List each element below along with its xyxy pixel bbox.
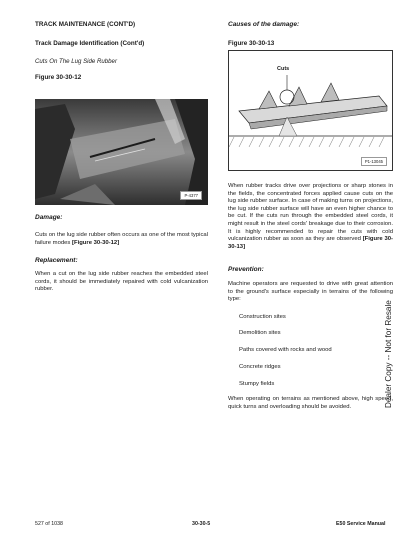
figure-label-30-30-12: Figure 30-30-12: [35, 74, 82, 81]
terrain-item: Stumpy fields: [239, 381, 275, 387]
causes-figure-ref: [Figure 30-30-13]: [228, 236, 394, 250]
replacement-heading: Replacement:: [35, 257, 78, 264]
damage-paragraph: [35, 232, 208, 247]
section-heading: TRACK MAINTENANCE (CONT'D): [35, 21, 136, 28]
footer-manual-title: E50 Service Manual: [336, 521, 386, 527]
track-photo-figure: [35, 99, 208, 205]
terrain-item: Paths covered with rocks and wood: [239, 347, 332, 353]
causes-paragraph: [228, 183, 393, 251]
topic-heading: Cuts On The Lug Side Rubber: [35, 58, 117, 65]
track-cut-drawing: [228, 50, 393, 171]
replacement-paragraph: When a cut on the lug side rubber reaches the embedded steel cords, it should be immediately repaired with cold vulcanization rubber.: [35, 271, 208, 293]
photo-tag: P-4377: [180, 191, 202, 200]
damage-figure-ref: [Figure 30-30-12]: [72, 239, 120, 246]
terrain-item: Concrete ridges: [239, 364, 281, 370]
damage-text: Cuts on the lug side rubber often occurs as one of the most typical failure modes: [35, 232, 208, 246]
drawing-tag: P1-13045: [361, 157, 387, 166]
terrain-item: Demolition sites: [239, 330, 281, 336]
prevention-paragraph: Machine operators are requested to drive with great attention to the ground's surface especially in terrains of the following type:: [228, 281, 393, 303]
subsection-heading: Track Damage Identification (Cont'd): [35, 40, 145, 47]
closing-paragraph: When operating on terrains as mentioned above, high speed, quick turns and overloading should be avoided.: [228, 396, 393, 410]
prevention-heading: Prevention:: [228, 266, 264, 273]
cuts-callout: Cuts: [277, 66, 290, 72]
figure-label-30-30-13: Figure 30-30-13: [228, 40, 275, 47]
causes-text: When rubber tracks drive over projections or sharp stones in the fields, the concentrated forces applied cause cuts on the lug side rubber surface. In case of making turns on projections, the lug side rubber surface will have an even higher chance to be cut. If the cuts run through the embedded steel cords, it might result in the steel cords' breakage due to their corrosion. It is highly recommended to repair the cuts with cold vulcanization rubber as soon as they are observed: [228, 183, 393, 243]
dealer-copy-notice: Dealer Copy -- Not for Resale: [384, 300, 393, 408]
terrain-item: Construction sites: [239, 314, 286, 320]
causes-heading: Causes of the damage:: [228, 21, 300, 28]
footer-page-count: 527 of 1038: [35, 521, 63, 527]
track-lug-photo: [35, 99, 208, 205]
damage-heading: Damage:: [35, 214, 63, 221]
footer-page-number: 30-30-5: [192, 521, 211, 527]
cut-diagram: [229, 51, 392, 170]
